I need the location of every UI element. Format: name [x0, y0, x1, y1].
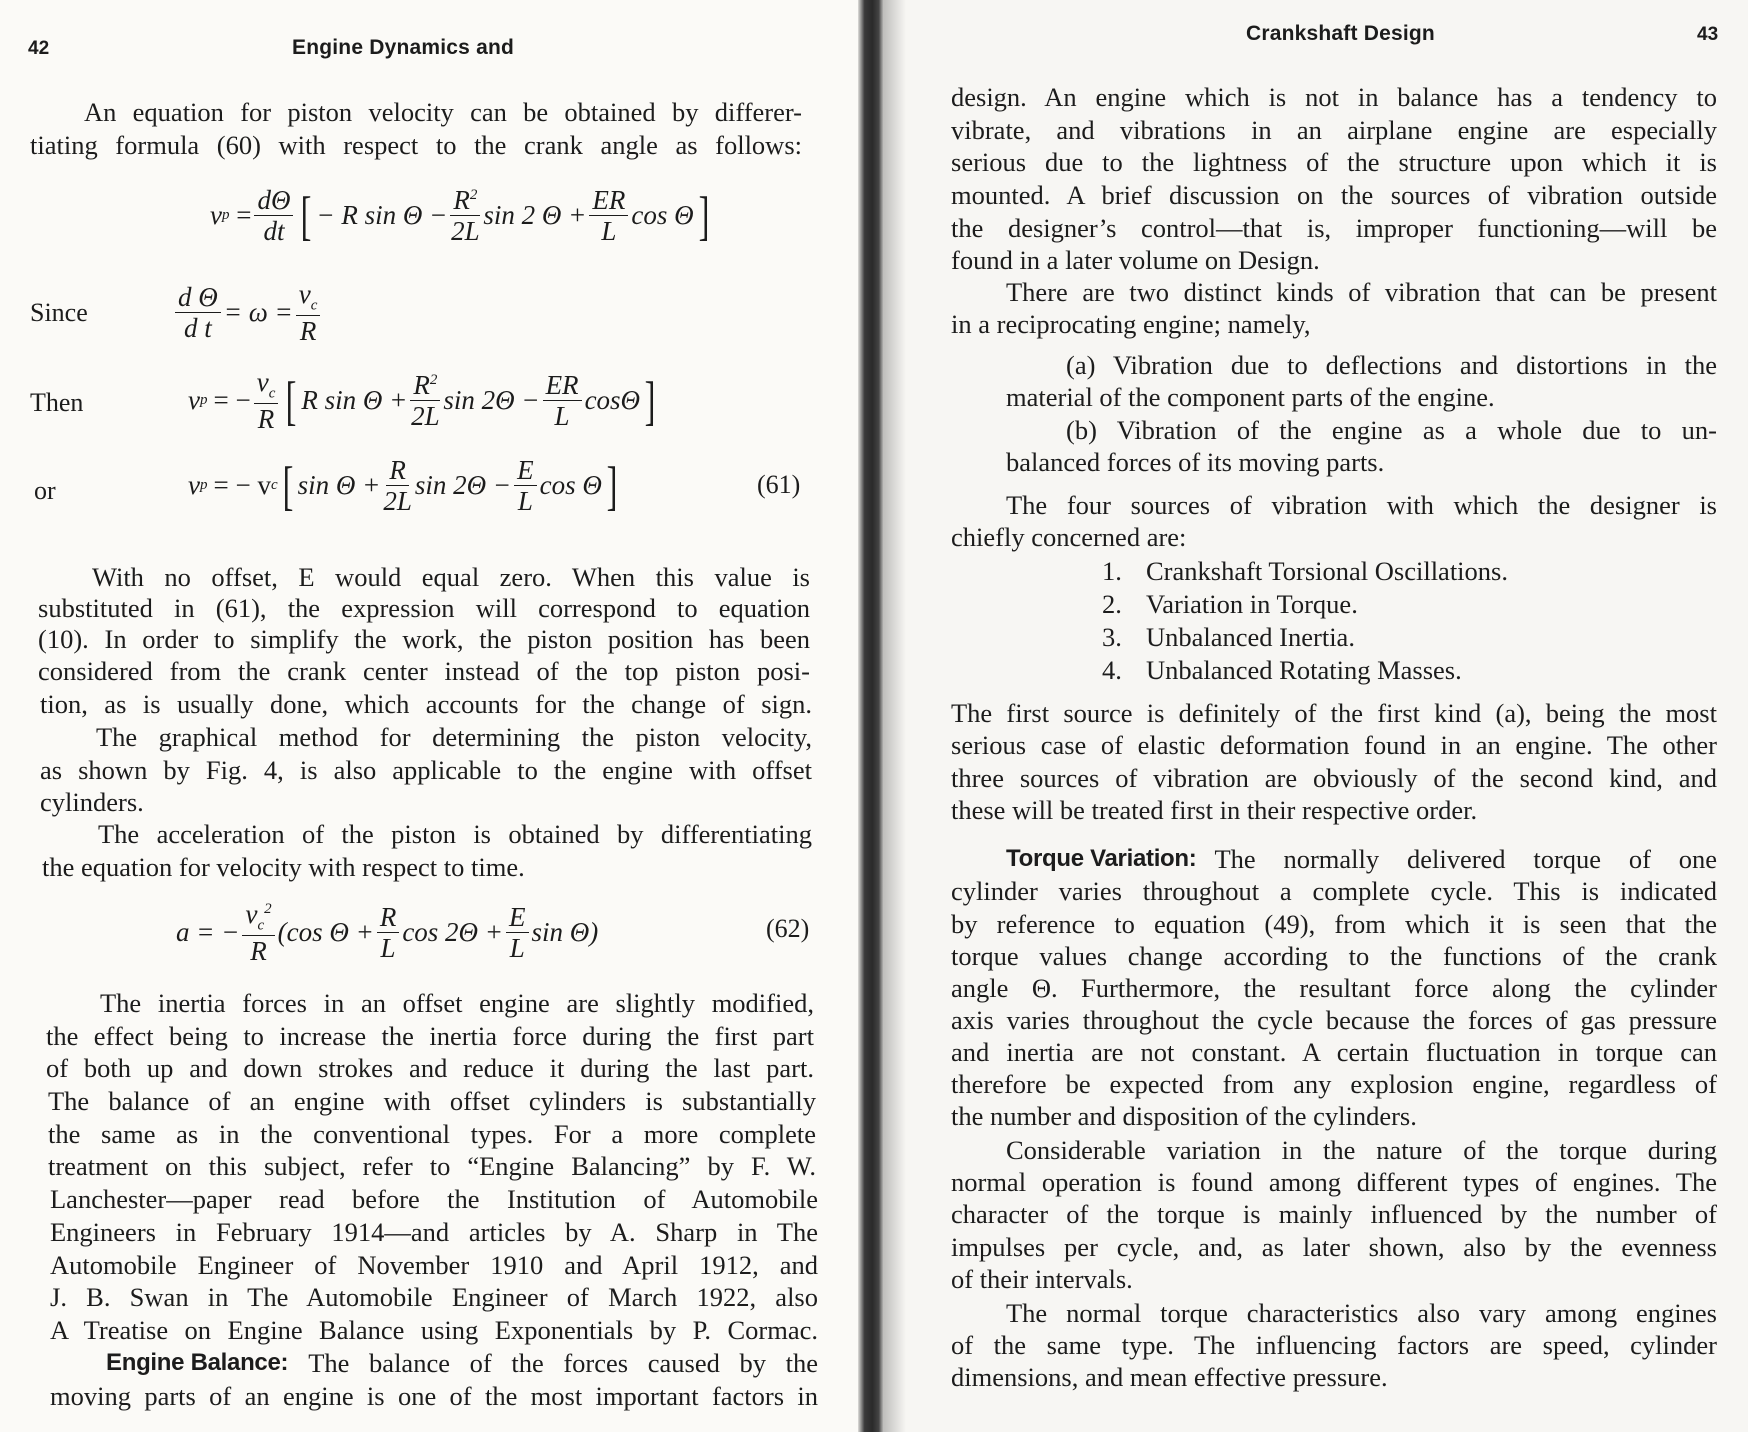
eq-term: cos Θ	[631, 200, 694, 231]
text-line: axis varies throughout the cycle because the forces of gas pressure	[951, 1005, 1717, 1035]
eq-term: sin 2Θ −	[443, 385, 540, 416]
eq-fraction	[410, 371, 440, 431]
eq-fraction	[242, 900, 274, 965]
right-page	[880, 0, 1748, 1432]
torque-variation-line	[1006, 843, 1717, 875]
eq-var: R	[413, 369, 430, 400]
text-line: With no offset, E would equal zero. When this value is	[92, 562, 810, 592]
text-line: Automobile Engineer of November 1910 and April 1912, and	[50, 1250, 818, 1280]
eq-num: R	[377, 903, 400, 933]
eq-term: cosΘ	[584, 385, 641, 416]
eq-fraction	[543, 371, 582, 431]
text-line: tion, as is usually done, which accounts for the change of sign.	[40, 689, 812, 719]
text-line: design. An engine which is not in balance has a tendency to	[951, 82, 1717, 112]
engine-balance-line	[106, 1347, 818, 1379]
text-line: The graphical method for determining the piston velocity,	[96, 722, 812, 752]
page-number: 42	[28, 38, 50, 59]
eq-fraction	[254, 186, 293, 246]
eq-term: (cos Θ +	[277, 917, 374, 948]
eq-fraction	[296, 280, 321, 345]
eq-fraction	[450, 186, 480, 246]
left-bracket: [	[301, 185, 312, 246]
section-heading: Engine Balance:	[106, 1349, 289, 1376]
eq-sub: c	[257, 917, 265, 934]
text-line: The inertia forces in an offset engine are slightly modified,	[100, 988, 814, 1018]
equation-number: (62)	[766, 914, 810, 943]
eq-term: R sin Θ +	[301, 385, 408, 416]
eq-num	[450, 186, 480, 216]
text-line: as shown by Fig. 4, is also applicable to the engine with offset	[40, 755, 812, 785]
eq-sup: 2	[429, 371, 438, 388]
text-line: The four sources of vibration with which the designer is	[1006, 490, 1717, 520]
text-line: (10). In order to simplify the work, the piston position has been	[38, 624, 810, 654]
eq-sub: c	[268, 385, 276, 402]
source-item: Variation in Torque.	[1146, 589, 1358, 619]
eq-term: sin 2Θ −	[414, 470, 512, 501]
eq-term: v	[188, 385, 200, 416]
equation-62	[176, 900, 598, 965]
eq-sub: p	[199, 392, 208, 409]
eq-num	[254, 368, 279, 404]
text-line: mounted. A brief discussion on the sources of vibration outside	[951, 180, 1717, 210]
text-line: the effect being to increase the inertia force during the first part	[46, 1021, 814, 1051]
eq-term: = ω =	[223, 297, 293, 328]
eq-num	[410, 371, 440, 401]
page-number: 43	[1697, 24, 1719, 45]
text-line: impulses per cycle, and, as later shown, also by the evenness	[951, 1232, 1717, 1262]
eq-term: = −	[213, 385, 251, 416]
text-line: substituted in (61), the expression will correspond to equation	[38, 593, 810, 623]
eq-var: v	[298, 279, 311, 309]
text-line: these will be treated first in their respective order.	[951, 795, 1478, 825]
eq-den: L	[554, 401, 570, 432]
text-line: character of the torque is mainly influenced by the number of	[951, 1199, 1717, 1229]
eq-fraction	[514, 456, 537, 516]
text-line: of both up and down strokes and reduce it during the last part.	[46, 1053, 814, 1083]
eq-num: ER	[589, 186, 628, 216]
text-line: normal operation is found among different types of engines. The	[951, 1167, 1717, 1197]
text-line: angle Θ. Furthermore, the resultant force along the cylinder	[951, 973, 1717, 1003]
text-line: A Treatise on Engine Balance using Exponentials by P. Cormac.	[50, 1315, 818, 1345]
eq-term: − R sin Θ −	[316, 200, 448, 231]
eq-den: L	[380, 933, 396, 964]
eq-var: v	[245, 899, 258, 929]
equation-61	[188, 456, 622, 516]
section-heading: Torque Variation:	[1006, 845, 1197, 872]
text-line: therefore be expected from any explosion engine, regardless of	[951, 1069, 1717, 1099]
source-number: 4.	[1102, 655, 1122, 685]
eq-sup: 2	[264, 901, 272, 917]
eq-den: L	[509, 933, 525, 964]
eq-sub: c	[310, 297, 318, 314]
eq-den: R	[299, 316, 317, 347]
eq-term: =	[229, 200, 252, 231]
since-label: Since	[30, 298, 88, 327]
right-bracket: ]	[644, 370, 656, 431]
or-label: or	[34, 476, 56, 505]
text-line: three sources of vibration are obviously of the second kind, and	[951, 763, 1717, 793]
eq-num: ER	[543, 371, 582, 401]
eq-var: v	[256, 367, 269, 397]
text-line: The normally delivered torque of one	[1214, 844, 1717, 874]
source-number: 2.	[1102, 589, 1122, 619]
text-line: moving parts of an engine is one of the most important factors in	[50, 1381, 818, 1411]
text-line: the number and disposition of the cylinders.	[951, 1101, 1417, 1131]
text-line: the designer’s control—that is, improper functioning—will be	[951, 213, 1717, 243]
eq-sup: 2	[469, 187, 478, 203]
eq-den: dt	[263, 216, 285, 247]
list-item-kind-b-cont: balanced forces of its moving parts.	[1006, 447, 1385, 477]
text-line: dimensions, and mean effective pressure.	[951, 1362, 1388, 1392]
eq-sub: p	[221, 207, 230, 224]
eq-var: R	[453, 185, 470, 215]
running-head: Crankshaft Design	[1246, 22, 1435, 45]
eq-term: v	[210, 200, 222, 231]
list-item-kind-b: (b) Vibration of the engine as a whole due to un-	[1066, 415, 1717, 445]
text-line: found in a later volume on Design.	[951, 245, 1320, 275]
right-bracket: ]	[606, 455, 618, 516]
eq-term: = − v	[213, 470, 271, 501]
then-label: Then	[30, 388, 84, 417]
eq-num: dΘ	[254, 186, 293, 216]
text-line: chiefly concerned are:	[951, 522, 1187, 552]
eq-term: a = −	[176, 917, 240, 948]
text-line: vibrate, and vibrations in an airplane engine are especially	[951, 115, 1717, 145]
eq-den: R	[250, 936, 267, 967]
text-line: The acceleration of the piston is obtained by differentiating	[98, 819, 812, 849]
text-line: serious case of elastic deformation found in an engine. The other	[951, 730, 1717, 760]
text-line: of the same type. The influencing factors are speed, cylinder	[951, 1330, 1717, 1360]
source-item: Unbalanced Rotating Masses.	[1146, 655, 1462, 685]
eq-num: E	[506, 903, 529, 933]
eq-term: v	[188, 470, 200, 501]
source-item: Unbalanced Inertia.	[1146, 622, 1355, 652]
left-page	[0, 0, 868, 1432]
list-item-kind-a: (a) Vibration due to deflections and distortions in the	[1066, 350, 1717, 380]
eq-den: 2L	[411, 401, 440, 432]
equation-number: (61)	[757, 470, 801, 499]
text-line: There are two distinct kinds of vibration that can be present	[1006, 277, 1717, 307]
equation-velocity-expanded	[188, 368, 660, 433]
left-bracket: [	[282, 455, 294, 516]
eq-num	[242, 900, 274, 936]
text-line: Engineers in February 1914—and articles by A. Sharp in The	[50, 1217, 818, 1247]
eq-term: sin 2 Θ +	[483, 200, 587, 231]
text-line: The balance of an engine with offset cylinders is substantially	[48, 1086, 816, 1116]
text-line: tiating formula (60) with respect to the crank angle as follows:	[30, 130, 802, 160]
eq-num	[296, 280, 321, 316]
text-line: cylinder varies throughout a complete cycle. This is indicated	[951, 876, 1717, 906]
text-line: The normal torque characteristics also vary among engines	[1006, 1298, 1717, 1328]
eq-sub: c	[270, 477, 278, 494]
eq-term: cos Θ	[539, 470, 602, 501]
eq-num: E	[514, 456, 537, 486]
eq-sub: p	[199, 477, 208, 494]
text-line: the same as in the conventional types. For a more complete	[48, 1119, 816, 1149]
equation-velocity-derivative	[210, 186, 714, 246]
eq-fraction	[254, 368, 279, 433]
eq-den: R	[257, 404, 275, 435]
eq-num: d Θ	[175, 283, 221, 313]
source-number: 1.	[1102, 556, 1122, 586]
running-head: Engine Dynamics and	[292, 36, 515, 59]
eq-den: d t	[183, 313, 212, 344]
text-line: The balance of the forces caused by the	[308, 1348, 818, 1378]
text-line: by reference to equation (49), from which it is seen that the	[951, 909, 1717, 939]
eq-term: sin Θ +	[297, 470, 381, 501]
text-line: The first source is definitely of the first kind (a), being the most	[951, 698, 1717, 728]
source-number: 3.	[1102, 622, 1122, 652]
eq-den: L	[601, 216, 617, 247]
text-line: considered from the crank center instead of the top piston posi-	[38, 656, 810, 686]
eq-fraction	[383, 456, 412, 516]
text-line: Considerable variation in the nature of the torque during	[1006, 1135, 1717, 1165]
text-line: An equation for piston velocity can be obtained by differer-	[84, 97, 802, 127]
text-line: treatment on this subject, refer to “Engine Balancing” by F. W.	[48, 1151, 816, 1181]
eq-den: 2L	[451, 216, 480, 247]
eq-fraction	[377, 903, 400, 963]
eq-den: 2L	[383, 486, 412, 517]
source-item: Crankshaft Torsional Oscillations.	[1146, 556, 1508, 586]
eq-term: sin Θ)	[531, 917, 599, 948]
text-line: J. B. Swan in The Automobile Engineer of March 1922, also	[50, 1282, 818, 1312]
eq-num: R	[386, 456, 409, 486]
text-line: the equation for velocity with respect to time.	[42, 852, 525, 882]
text-line: cylinders.	[40, 787, 144, 817]
eq-fraction	[506, 903, 529, 963]
eq-fraction	[175, 283, 221, 343]
text-line: and inertia are not constant. A certain fluctuation in torque can	[951, 1037, 1717, 1067]
text-line: of their intervals.	[951, 1264, 1133, 1294]
equation-angular-velocity	[172, 280, 323, 345]
eq-den: L	[517, 486, 533, 517]
right-bracket: ]	[698, 185, 710, 246]
text-line: serious due to the lightness of the structure upon which it is	[951, 147, 1717, 177]
left-bracket: [	[285, 370, 297, 431]
list-item-kind-a-cont: material of the component parts of the engine.	[1006, 382, 1495, 412]
text-line: Lanchester—paper read before the Institution of Automobile	[50, 1184, 818, 1214]
text-line: in a reciprocating engine; namely,	[951, 309, 1311, 339]
eq-fraction	[589, 186, 628, 246]
eq-term: cos 2Θ +	[402, 917, 504, 948]
text-line: torque values change according to the functions of the crank	[951, 941, 1717, 971]
